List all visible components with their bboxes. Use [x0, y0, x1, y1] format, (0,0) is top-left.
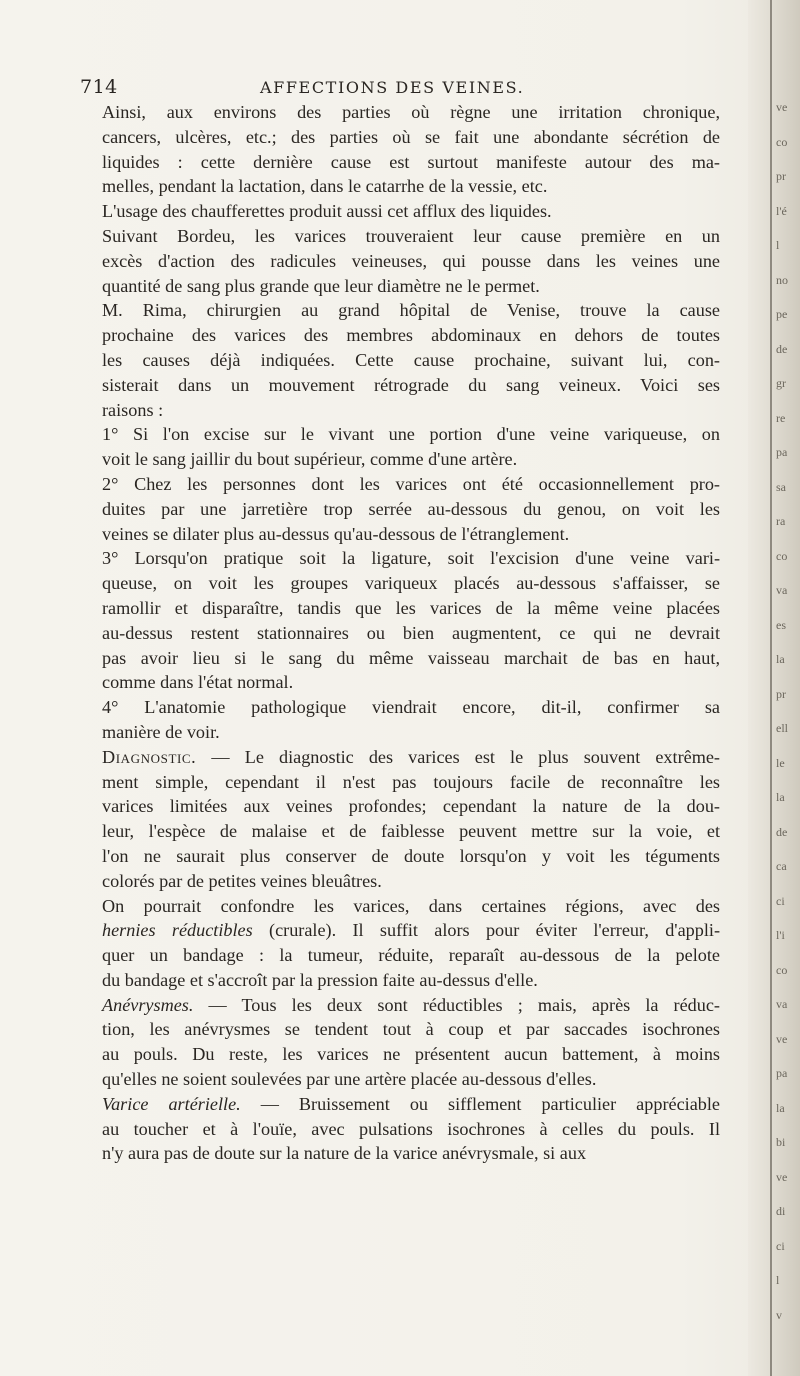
paragraph	[80, 1092, 720, 1166]
adjacent-page-fragment: pr	[776, 169, 786, 183]
text-line: duites par une jarretière trop serrée au-dessous du genou, on voit les	[102, 498, 720, 519]
text-line: M. Rima, chirurgien au grand hôpital de Venise, trouve la cause	[102, 300, 720, 321]
text-line: leur, l'espèce de malaise et de faiblesse peuvent mettre sur la voie, et	[102, 821, 720, 842]
running-head: AFFECTIONS DES VEINES.	[260, 78, 525, 97]
adjacent-page-fragment: ell	[776, 721, 788, 735]
paragraph	[80, 894, 720, 993]
text-line: voit le sang jaillir du bout supérieur, comme d'une artère.	[102, 449, 518, 470]
paragraph	[80, 199, 720, 224]
adjacent-page-fragment: de	[776, 341, 788, 356]
text-line: quantité de sang plus grande que leur diamètre ne le permet.	[102, 275, 540, 296]
paragraph	[80, 224, 720, 298]
adjacent-page-fragment: pa	[776, 1066, 788, 1080]
text-line: pas avoir lieu si le sang du même vaisseau marchait de bas en haut,	[102, 647, 720, 668]
text-line: prochaine des varices des membres abdominaux en dehors de toutes	[102, 325, 720, 346]
text-line: au pouls. Du reste, les varices ne présentent aucun battement, à moins	[102, 1044, 720, 1065]
section-lead: Anévrysmes.	[102, 994, 194, 1015]
adjacent-page-fragment: ra	[776, 514, 786, 528]
page-number: 714	[80, 76, 118, 98]
text-line: l'on ne saurait plus conserver de doute lorsqu'on y voit les téguments	[102, 845, 720, 866]
text-line: ramollir et disparaître, tandis que les varices de la même veine placées	[102, 597, 720, 618]
adjacent-page-fragment: ci	[776, 1238, 785, 1253]
text-line: queuse, on voit les groupes variqueux placés au-dessous s'affaisser, se	[102, 573, 720, 594]
adjacent-page-fragment: co	[776, 962, 788, 977]
text-line: On pourrait confondre les varices, dans certaines régions, avec des	[102, 895, 720, 916]
section-lead: Varice artérielle.	[102, 1093, 241, 1114]
text-line: Anévrysmes. — Tous les deux sont réductibles ; mais, après la réduc-	[102, 994, 720, 1015]
text-line: raisons :	[102, 399, 164, 420]
text-line: Suivant Bordeu, les varices trouveraient leur cause première en un	[102, 225, 720, 246]
adjacent-page-fragment: ve	[776, 1031, 788, 1046]
adjacent-page-fragment: co	[776, 134, 788, 149]
text-line: hernies réductibles (crurale). Il suffit alors pour éviter l'erreur, d'appli-	[102, 920, 720, 941]
text-line: liquides : cette dernière cause est surtout manifeste autour des ma-	[102, 151, 720, 172]
adjacent-page-fragment: co	[776, 548, 788, 563]
adjacent-page-fragment: sa	[776, 479, 786, 494]
adjacent-page-fragment: la	[776, 790, 785, 804]
adjacent-page-fragment: pe	[776, 307, 788, 321]
text-line: au toucher et à l'ouïe, avec pulsations isochrones à celles du pouls. Il	[102, 1118, 720, 1139]
adjacent-page-fragment: le	[776, 755, 785, 770]
paragraph	[80, 298, 720, 422]
adjacent-page-fragment: ve	[776, 1169, 788, 1184]
text-line: melles, pendant la lactation, dans le catarrhe de la vessie, etc.	[102, 176, 548, 197]
adjacent-page-fragment: gr	[776, 376, 786, 390]
adjacent-page-fragment: de	[776, 824, 788, 839]
text-line: cancers, ulcères, etc.; des parties où se fait une abondante sécrétion de	[102, 126, 720, 147]
text-line: sisterait dans un mouvement rétrograde du sang veineux. Voici ses	[102, 374, 720, 395]
text-line: 3° Lorsqu'on pratique soit la ligature, soit l'excision d'une veine vari-	[102, 548, 720, 569]
text-line: excès d'action des radicules veineuses, qui pousse dans les veines une	[102, 250, 720, 271]
text-line: au-dessus restent stationnaires ou bien augmentent, ce qui ne devrait	[102, 622, 720, 643]
paragraph	[80, 100, 720, 199]
paragraph	[80, 422, 720, 472]
paragraph	[80, 695, 720, 745]
text-line: quer un bandage : la tumeur, réduite, reparaît au-dessous de la pelote	[102, 945, 720, 966]
text-line: qu'elles ne soient soulevées par une artère placée au-dessous d'elles.	[102, 1069, 597, 1090]
adjacent-page-fragment: no	[776, 272, 788, 287]
page-gutter-line	[770, 0, 772, 1376]
section-lead: Diagnostic.	[102, 746, 197, 767]
paragraph	[80, 993, 720, 1092]
page-header	[80, 76, 720, 102]
adjacent-page-fragment: ve	[776, 100, 788, 114]
paragraph	[80, 745, 720, 894]
text-line: varices limitées aux veines profondes; cependant la nature de la dou-	[102, 796, 720, 817]
adjacent-page-edge	[748, 0, 800, 1376]
text-line: 2° Chez les personnes dont les varices ont été occasionnellement pro-	[102, 473, 720, 494]
adjacent-page-fragment: va	[776, 583, 788, 597]
text-line: ment simple, cependant il n'est pas toujours facile de reconnaître les	[102, 771, 720, 792]
adjacent-page-fragment: di	[776, 1204, 786, 1218]
text-line: comme dans l'état normal.	[102, 672, 294, 693]
adjacent-page-fragment: va	[776, 997, 788, 1011]
adjacent-page-fragment: ca	[776, 859, 787, 873]
text-line: 1° Si l'on excise sur le vivant une portion d'une veine variqueuse, on	[102, 424, 720, 445]
adjacent-page-fragment: es	[776, 617, 786, 632]
adjacent-page-fragment: l	[776, 238, 780, 252]
text-line: manière de voir.	[102, 721, 220, 742]
text-line: les causes déjà indiquées. Cette cause prochaine, suivant lui, con-	[102, 349, 720, 370]
paragraph	[80, 472, 720, 546]
adjacent-page-fragment: l'i	[776, 928, 785, 942]
adjacent-page-fragment: bi	[776, 1135, 786, 1149]
text-line: du bandage et s'accroît par la pression faite au-dessus d'elle.	[102, 969, 538, 990]
text-line: 4° L'anatomie pathologique viendrait encore, dit-il, confirmer sa	[102, 697, 720, 718]
adjacent-page-fragment: re	[776, 410, 786, 425]
text-line: Varice artérielle. — Bruissement ou sifflement particulier appréciable	[102, 1093, 720, 1114]
text-line: L'usage des chaufferettes produit aussi cet afflux des liquides.	[102, 201, 552, 222]
adjacent-page-fragment: l'é	[776, 203, 787, 218]
text-line: veines se dilater plus au-dessus qu'au-dessous de l'étranglement.	[102, 523, 570, 544]
adjacent-page-fragment: la	[776, 652, 785, 666]
text-line: Diagnostic. — Le diagnostic des varices est le plus souvent extrême-	[102, 746, 720, 767]
text-line: colorés par de petites veines bleuâtres.	[102, 870, 382, 891]
adjacent-page-fragment: pr	[776, 686, 786, 701]
body-text	[80, 100, 720, 1166]
text-line: n'y aura pas de doute sur la nature de la varice anévrysmale, si aux	[102, 1143, 587, 1164]
adjacent-page-fragment: l	[776, 1273, 780, 1287]
paragraph	[80, 546, 720, 695]
adjacent-page-fragment: v	[776, 1307, 782, 1322]
adjacent-page-fragment: ci	[776, 893, 785, 908]
adjacent-page-fragment: pa	[776, 445, 788, 459]
text-line: tion, les anévrysmes se tendent tout à coup et par saccades isochrones	[102, 1019, 720, 1040]
adjacent-page-fragment: la	[776, 1100, 785, 1115]
text-line: Ainsi, aux environs des parties où règne une irritation chronique,	[102, 102, 720, 122]
